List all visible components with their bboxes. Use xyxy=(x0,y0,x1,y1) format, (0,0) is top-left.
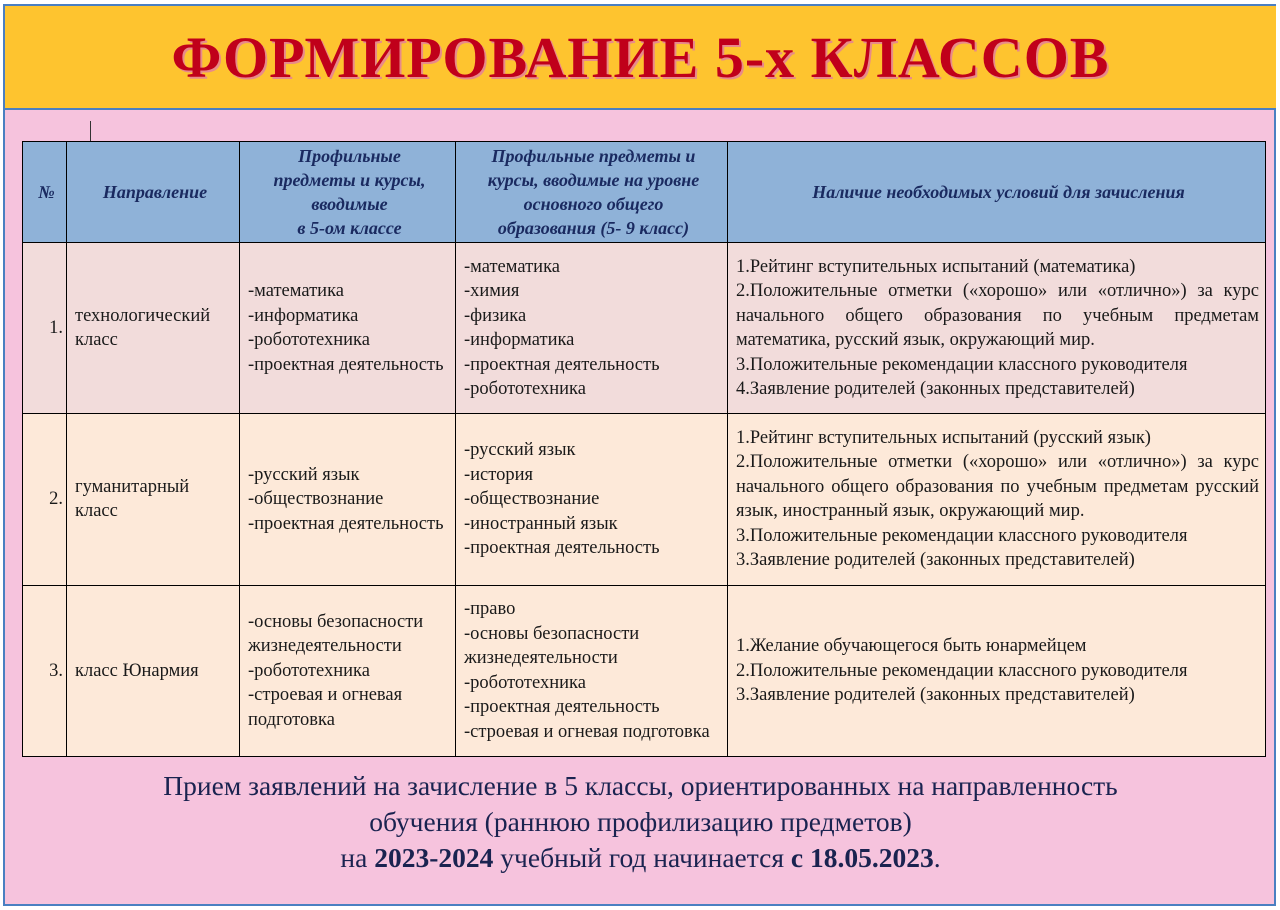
row-direction: технологический класс xyxy=(67,243,240,414)
title-banner xyxy=(5,6,1276,110)
header-subjects-5-9: Профильные предметы и курсы, вводимые на уровне основного общего образования (5- 9 класс) xyxy=(456,142,728,243)
header-conditions: Наличие необходимых условий для зачисления xyxy=(728,142,1266,243)
row-num: 3. xyxy=(23,585,67,756)
classes-table xyxy=(22,141,1266,757)
row-subjects-5: -математика -информатика -робототехника -проектная деятельность xyxy=(240,243,456,414)
note-line-3: на 2023-2024 учебный год начинается с 18.05.2023. xyxy=(340,842,941,873)
row-num: 2. xyxy=(23,414,67,585)
header-subjects-5: Профильные предметы и курсы, вводимые в 5-ом классе xyxy=(240,142,456,243)
row-conditions: 1.Желание обучающегося быть юнармейцем 2.Положительные рекомендации классного руководителя 3.Заявление родителей (законных представителей) xyxy=(728,585,1266,756)
school-year: 2023-2024 xyxy=(374,842,494,873)
table-header-row xyxy=(23,142,1266,243)
enrollment-note xyxy=(5,768,1276,876)
row-subjects-5-9: -математика -химия -физика -информатика -проектная деятельность -робототехника xyxy=(456,243,728,414)
header-direction: Направление xyxy=(67,142,240,243)
row-subjects-5-9: -русский язык -история -обществознание -иностранный язык -проектная деятельность xyxy=(456,414,728,585)
row-subjects-5: -русский язык -обществознание -проектная деятельность xyxy=(240,414,456,585)
poster xyxy=(3,4,1276,906)
row-subjects-5-9: -право -основы безопасности жизнедеятельности -робототехника -проектная деятельность -строевая и огневая подготовка xyxy=(456,585,728,756)
table-row xyxy=(23,243,1266,414)
row-direction: гуманитарный класс xyxy=(67,414,240,585)
start-date: с 18.05.2023 xyxy=(790,842,934,873)
row-conditions: 1.Рейтинг вступительных испытаний (математика) 2.Положительные отметки («хорошо» или «отлично») за курс начального общего образования по учебным предметам математика, русский язык, окружающий мир. 3.Положительные рекомендации классного руководителя 4.Заявление родителей (законных представителей) xyxy=(728,243,1266,414)
table-row xyxy=(23,414,1266,585)
row-subjects-5: -основы безопасности жизнедеятельности -робототехника -строевая и огневая подготовка xyxy=(240,585,456,756)
page-title: ФОРМИРОВАНИЕ 5-х КЛАССОВ xyxy=(171,24,1110,90)
row-num: 1. xyxy=(23,243,67,414)
row-conditions: 1.Рейтинг вступительных испытаний (русский язык) 2.Положительные отметки («хорошо» или «отлично») за курс начального общего образования по учебным предметам русский язык, иностранный язык, окружающий мир. 3.Положительные рекомендации классного руководителя 3.Заявление родителей (законных представителей) xyxy=(728,414,1266,585)
header-num: № xyxy=(23,142,67,243)
note-line-1: Прием заявлений на зачисление в 5 классы, ориентированных на направленность xyxy=(163,770,1118,801)
table-row xyxy=(23,585,1266,756)
text-cursor xyxy=(90,121,91,142)
row-direction: класс Юнармия xyxy=(67,585,240,756)
note-line-2: обучения (раннюю профилизацию предметов) xyxy=(369,806,912,837)
